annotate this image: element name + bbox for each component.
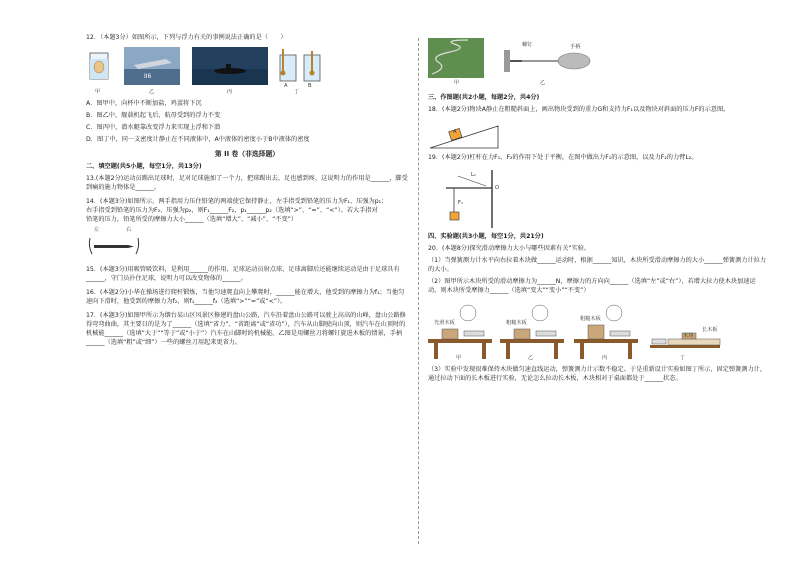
section-3-heading: 三、作图题(共2小题，每题2分，共4分) xyxy=(428,94,540,101)
q20-part-3: （3）实验中发现很难保持木块做匀速直线运动，弹簧测力计示数不稳定。于是重新设计实验如图丁所示，固定弹簧测力计，通过拉动下面的长木板进行实验，无论怎么拉动长木板，木块相对于桌面都处于______状态。 xyxy=(428,365,767,382)
caption-bing-3: 丙 xyxy=(602,354,608,361)
question-20: 20．(本题8分)探究滑动摩擦力大小与哪些因素有关”实验。 xyxy=(428,244,591,252)
section-2-heading: 二、填空题(共5小题，每空1分，共13分) xyxy=(86,162,202,170)
label-block: 木块 xyxy=(683,332,694,339)
q14-figure xyxy=(86,227,408,261)
label-f1: F₁ xyxy=(458,199,464,206)
label-handle: 手柄 xyxy=(570,44,581,50)
right-column xyxy=(428,34,768,387)
q12-option-b: B．图乙中，舰载机起飞后，航母受到的浮力不变 xyxy=(86,111,221,119)
q20-part-1: （1）当弹簧测力计水平向右拉着木块做______运动时，根据______知识，木块所受滑动摩擦力的大小______弹簧测力计拉力的大小。 xyxy=(428,256,767,273)
caption-yi-3: 乙 xyxy=(528,354,534,361)
table-setup-yi xyxy=(500,305,564,359)
q18-figure xyxy=(428,120,768,150)
question-18: 18．(本题2分)物块A静止在粗糙斜面上，画出物块受到的重力G和支持力F₁以及物块对斜面的压力F的示意图。 xyxy=(428,105,730,113)
q14-line1: 14．(本题3分)如图所示，两手指用力压住铅笔的两端使它保持静止，左手指受到铅笔的压力为F₁、压强为p₁； xyxy=(86,197,388,205)
question-13: 13.(本题2分)运动员踢出足球时，足对足球施加了一个力，把球踢出去，足也感到疼，这说明力的作用是______，脚受到痛的施力物体是______。 xyxy=(86,174,408,191)
pencil-fingers-svg xyxy=(86,234,146,268)
section-4-heading: 四、实验题(共3小题，每空1分，共21分) xyxy=(428,232,544,240)
q14-line3: 铅笔的压力，铅笔所受的摩擦力大小______（选填“增大”、“减小”、“不变”） xyxy=(86,215,298,223)
q14-line2: 右手指受到铅笔的压力为F₂、压强为p₂，则F₁______F₂，p₁______p₂（选填“>”、“=”、“<”）。若大手指对 xyxy=(86,206,378,214)
question-16: 16．(本题2分)小华在操场进行爬杆锻炼，当他匀速爬直向上攀爬时，______能在增大，他受到的摩擦力为f₁；当他匀速向下滑时，他受到的摩擦力为f₂，则f₁______f₂（选填“>”“=”或“<”）。 xyxy=(86,288,405,305)
column-divider xyxy=(418,38,419,544)
label-l1: L₁ xyxy=(471,171,476,178)
screwdriver-figure xyxy=(504,50,590,72)
question-14 xyxy=(86,198,408,261)
table-setup-bing xyxy=(574,305,638,359)
left-column xyxy=(86,34,408,353)
lever-svg xyxy=(428,168,508,230)
label-left: 左 xyxy=(94,226,100,233)
q12-option-c: C．图丙中，潜水艇靠改变浮力来实现上浮和下潜 xyxy=(86,123,221,131)
incline-svg xyxy=(428,120,508,150)
block-a-label: A xyxy=(453,128,457,135)
table-setup-jia xyxy=(428,305,492,359)
label-screw: 螺钉 xyxy=(522,42,533,48)
question-12 xyxy=(86,34,408,145)
label-rough-board-1: 粗糙木板 xyxy=(506,319,527,326)
q12-option-d: D．图丁中，同一支密度计静止在不同液体中，A中液体的密度小于B中液体的密度 xyxy=(86,135,310,143)
caption-jia-3: 甲 xyxy=(456,354,462,361)
label-b: B xyxy=(308,82,312,89)
beaker-egg-figure xyxy=(90,53,108,79)
q12-stem: 12．（本题3分）如图所示，下列与浮力有关的事例说法正确的是（ ） xyxy=(86,34,287,41)
q17-figure xyxy=(428,34,768,88)
caption-jia: 甲 xyxy=(95,88,101,95)
q12-figure-svg xyxy=(86,47,408,97)
caption-ding: 丁 xyxy=(294,88,300,95)
mountain-road-photo xyxy=(428,38,484,78)
caption-ding-3: 丁 xyxy=(680,354,686,361)
caption-yi: 乙 xyxy=(149,88,155,95)
svg-text:II6: II6 xyxy=(144,72,152,80)
q19-figure xyxy=(428,168,768,230)
caption-jia-2: 甲 xyxy=(454,80,460,86)
q12-option-a: A．图甲中，向杯中不断加盐，鸡蛋将下沉 xyxy=(86,99,202,107)
label-a: A xyxy=(284,82,288,89)
q17-figure-svg xyxy=(428,34,608,82)
q20-figures xyxy=(428,299,768,363)
q12-figures xyxy=(86,47,408,97)
aircraft-carrier-photo xyxy=(124,47,180,85)
question-19: 19．(本题2分)杠杆在力F₁、F₂的作用下处于平衡，在图中做出力F₁的示意图，以及力F₂的力臂L₂。 xyxy=(428,153,698,161)
part-2-title: 第 II 卷（非选择题） xyxy=(214,149,280,158)
label-right: 右 xyxy=(126,226,132,233)
label-smooth-board: 光滑木板 xyxy=(434,319,455,326)
hydrometer-beakers xyxy=(280,49,320,81)
caption-bing: 丙 xyxy=(227,88,233,95)
caption-yi-2: 乙 xyxy=(540,80,546,86)
submarine-photo xyxy=(192,47,268,85)
label-long-board: 长木板 xyxy=(702,326,718,333)
label-o: O xyxy=(495,184,500,191)
question-17: 17．(本题3分)如图甲所示为烟台某山区风景区修建的盘山公路，汽车沿着盘山公路可以驶上高高的山峰，盘山公路修得弯弯曲曲，其主要目的是为了______（选填“省力”、“省距离”或“省功”），汽车从山脚驶向山顶，则汽车在山顶时的机械能______（选填“大于”“等于”或“小于”）汽车在山脚时的机械能。乙图是用螺丝刀将螺钉旋进木板的情景，手柄______（选填“粗”或“细”）一些的螺丝刀用起来更省力。 xyxy=(86,311,406,346)
label-rough-board-2: 粗糙木板 xyxy=(580,315,601,322)
q20-part-2: （2）图甲所示木块所受的滑动摩擦力为______N，摩擦力的方向向______（选填“左”或“右”），若增大拉力使木块加速运动，则木块所受摩擦力______（选填“变大”“变小”“不变”） xyxy=(428,277,756,294)
question-15: 15．(本题3分)用吸管吸饮料，是利用______的作用，足球运动员射点球，足球离脚后还能继续运动是由于足球具有______，守门员扑住足球，说明力可以改变物体的______。 xyxy=(86,265,400,282)
